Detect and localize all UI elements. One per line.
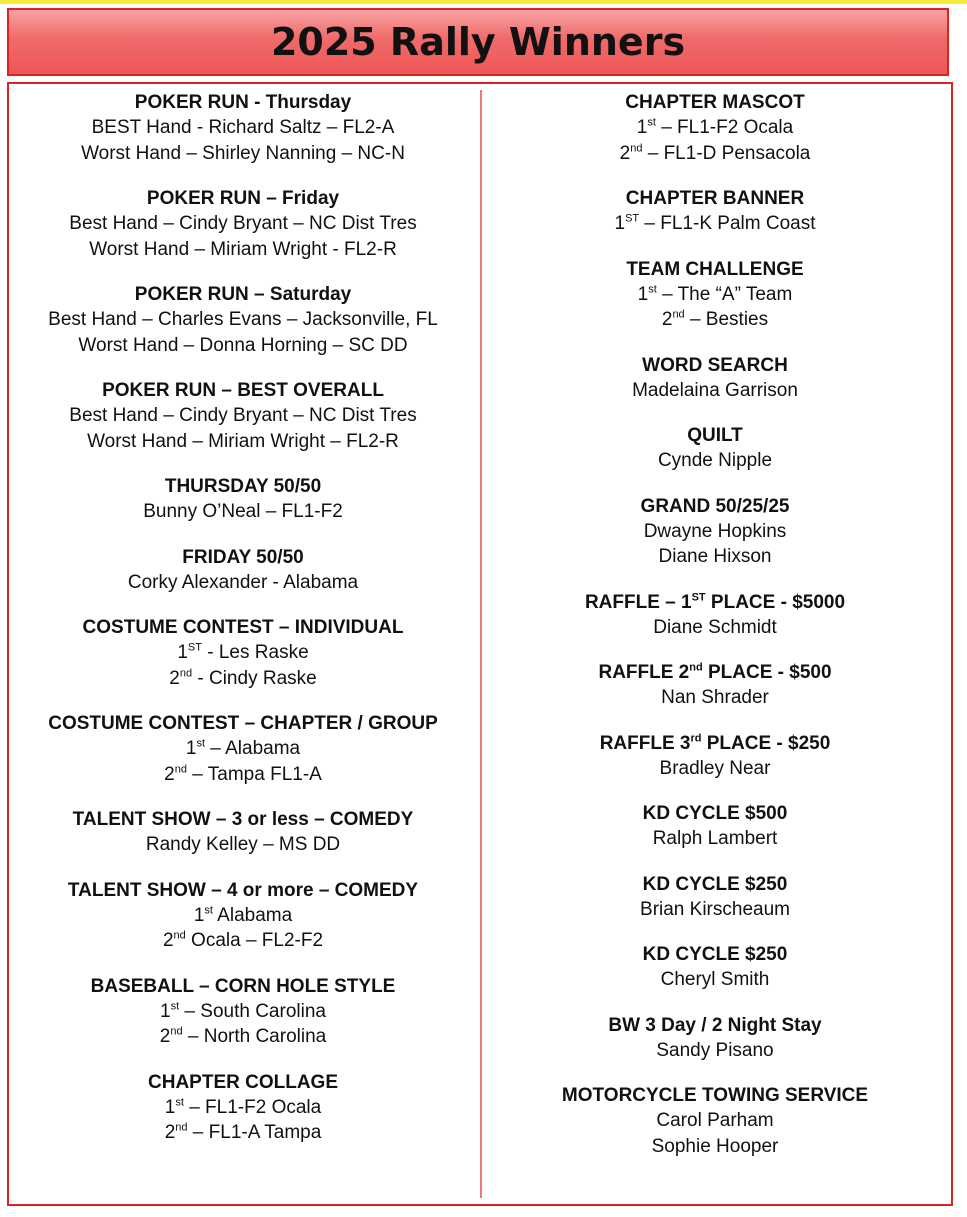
award-section — [12, 807, 474, 858]
winner-line — [12, 832, 474, 858]
place-number: 1 — [614, 213, 626, 234]
winner-text: - Cindy Raske — [192, 667, 317, 689]
winner-line — [12, 141, 474, 167]
award-section — [484, 90, 946, 166]
winner-text: – Tampa FL1-A — [187, 763, 322, 785]
heading-text: CHAPTER BANNER — [625, 188, 805, 209]
winner-line — [12, 640, 474, 666]
heading-ordinal: ST — [691, 591, 706, 604]
award-heading — [484, 423, 946, 448]
winner-text: – The “A” Team — [656, 283, 793, 305]
winner-line — [484, 1038, 946, 1064]
winner-line — [484, 685, 946, 711]
award-heading — [484, 1083, 946, 1108]
award-section — [12, 878, 474, 954]
award-heading — [12, 282, 474, 307]
place-ordinal: st — [204, 904, 213, 917]
heading-text: COSTUME CONTEST – INDIVIDUAL — [82, 617, 404, 638]
place-ordinal: nd — [173, 929, 186, 942]
winner-line — [484, 756, 946, 782]
heading-text: RAFFLE 2 — [598, 662, 690, 683]
winner-line — [484, 544, 946, 570]
place-ordinal: nd — [175, 1121, 188, 1134]
place-ordinal: nd — [672, 308, 685, 321]
heading-text: COSTUME CONTEST – CHAPTER / GROUP — [48, 713, 438, 734]
heading-text-post: PLACE - $5000 — [705, 591, 846, 613]
award-section — [484, 494, 946, 570]
award-heading — [12, 378, 474, 403]
winner-text: – North Carolina — [182, 1026, 327, 1047]
winner-text: - Les Raske — [201, 642, 309, 663]
place-number: 1 — [164, 1096, 176, 1118]
award-heading — [12, 186, 474, 211]
winner-text: – FL1-K Palm Coast — [639, 213, 816, 234]
winner-line — [12, 1095, 474, 1121]
award-heading — [12, 807, 474, 832]
winner-text: Madelaina Garrison — [632, 379, 798, 401]
place-ordinal: nd — [630, 142, 643, 155]
winner-line — [12, 999, 474, 1025]
award-heading — [484, 942, 946, 967]
place-ordinal: nd — [174, 763, 187, 776]
heading-text-post: PLACE - $500 — [702, 662, 832, 683]
award-heading — [484, 186, 946, 211]
place-ordinal: nd — [179, 667, 193, 680]
award-heading — [484, 872, 946, 897]
place-number: 2 — [164, 1122, 176, 1143]
place-ordinal: st — [175, 1096, 184, 1109]
place-number: 2 — [169, 667, 180, 689]
award-section — [484, 872, 946, 923]
winner-text: BEST Hand - Richard Saltz – FL2-A — [91, 117, 395, 138]
place-number: 1 — [185, 738, 197, 759]
winner-text: – Alabama — [205, 738, 301, 759]
winner-line — [12, 403, 474, 429]
heading-text: BW 3 Day / 2 Night Stay — [608, 1014, 822, 1036]
winner-line — [12, 499, 474, 525]
winner-line — [484, 211, 946, 237]
winner-line — [12, 333, 474, 359]
heading-ordinal: rd — [690, 732, 702, 745]
award-heading — [12, 545, 474, 570]
heading-text: POKER RUN – BEST OVERALL — [102, 380, 384, 401]
place-number: 2 — [661, 309, 673, 330]
award-section — [484, 186, 946, 237]
winner-line — [484, 519, 946, 545]
winner-text: Best Hand – Cindy Bryant – NC Dist Tres — [69, 405, 417, 426]
place-ordinal: st — [196, 737, 206, 750]
place-number: 1 — [637, 283, 649, 305]
award-section — [12, 378, 474, 454]
heading-text: MOTORCYCLE TOWING SERVICE — [561, 1085, 869, 1106]
award-section — [484, 590, 946, 641]
winner-text: – FL1-F2 Ocala — [655, 117, 794, 138]
award-section — [484, 731, 946, 782]
winner-text: Dwayne Hopkins — [643, 520, 787, 542]
winner-text: Randy Kelley – MS DD — [145, 834, 341, 855]
award-heading — [484, 1013, 946, 1038]
winner-line — [12, 115, 474, 141]
winner-line — [12, 429, 474, 455]
winner-line — [484, 307, 946, 333]
heading-text: RAFFLE – 1 — [584, 591, 692, 613]
winner-text: Carol Parham — [656, 1110, 774, 1131]
winner-line — [12, 762, 474, 788]
winner-text: Alabama — [212, 904, 293, 926]
winner-line — [484, 826, 946, 852]
heading-text: TALENT SHOW – 4 or more – COMEDY — [67, 879, 419, 901]
heading-text: TEAM CHALLENGE — [626, 258, 804, 280]
place-number: 2 — [619, 142, 631, 164]
title-banner — [7, 8, 949, 76]
heading-text: WORD SEARCH — [642, 354, 788, 376]
winner-text: Bunny O’Neal – FL1-F2 — [143, 501, 343, 522]
page-title: 2025 Rally Winners — [270, 20, 686, 64]
winner-line — [12, 666, 474, 692]
award-section — [12, 974, 474, 1050]
award-heading — [12, 974, 474, 999]
winner-line — [484, 967, 946, 993]
winner-text: Best Hand – Cindy Bryant – NC Dist Tres — [69, 213, 417, 234]
winner-line — [12, 570, 474, 596]
place-number: 1 — [636, 117, 648, 138]
winner-text: Worst Hand – Miriam Wright – FL2-R — [87, 430, 399, 452]
winner-line — [484, 897, 946, 923]
winner-text: Ocala – FL2-F2 — [185, 930, 324, 951]
winner-text: Sophie Hooper — [651, 1135, 779, 1157]
award-heading — [12, 711, 474, 736]
heading-text: GRAND 50/25/25 — [640, 495, 790, 517]
winner-text: Diane Hixson — [658, 546, 772, 567]
award-heading — [484, 494, 946, 519]
winner-text: Bradley Near — [659, 757, 771, 779]
award-section — [12, 615, 474, 691]
award-heading — [484, 731, 946, 756]
award-heading — [12, 1070, 474, 1095]
award-heading — [484, 353, 946, 378]
winner-text: – FL1-D Pensacola — [642, 142, 811, 164]
winner-text: Cynde Nipple — [657, 450, 773, 471]
award-section — [12, 545, 474, 596]
award-section — [484, 801, 946, 852]
place-ordinal: st — [648, 283, 657, 296]
winner-text: Worst Hand – Donna Horning – SC DD — [78, 334, 408, 356]
heading-text: QUILT — [687, 425, 743, 446]
winner-line — [12, 1024, 474, 1050]
winner-text: Worst Hand – Shirley Nanning – NC-N — [81, 142, 405, 164]
right-column — [484, 90, 946, 1179]
award-heading — [484, 257, 946, 282]
award-heading — [484, 660, 946, 685]
award-section — [12, 90, 474, 166]
left-column — [12, 90, 474, 1166]
winner-line — [484, 1134, 946, 1160]
winner-line — [12, 1120, 474, 1146]
winner-line — [12, 307, 474, 333]
place-number: 2 — [164, 763, 175, 785]
place-number: 1 — [177, 642, 188, 663]
place-ordinal: st — [647, 116, 656, 129]
award-heading — [12, 90, 474, 115]
heading-ordinal: nd — [689, 661, 703, 674]
place-number: 2 — [162, 930, 174, 951]
heading-text: POKER RUN – Saturday — [134, 284, 352, 305]
winner-line — [12, 237, 474, 263]
place-ordinal: ST — [625, 212, 640, 225]
heading-text: POKER RUN - Thursday — [134, 92, 352, 113]
award-section — [12, 711, 474, 787]
winner-text: Cheryl Smith — [660, 969, 770, 990]
winner-line — [484, 282, 946, 308]
heading-text: KD CYCLE $250 — [642, 873, 788, 895]
award-heading — [484, 90, 946, 115]
place-ordinal: ST — [187, 641, 202, 654]
winner-line — [12, 211, 474, 237]
place-ordinal: st — [170, 1000, 180, 1013]
winner-text: Ralph Lambert — [652, 828, 778, 849]
heading-text: FRIDAY 50/50 — [182, 546, 304, 568]
winner-text: Nan Shrader — [661, 687, 769, 708]
winner-line — [12, 903, 474, 929]
place-ordinal: nd — [170, 1025, 183, 1038]
award-heading — [12, 615, 474, 640]
award-heading — [484, 590, 946, 615]
place-number: 2 — [159, 1026, 171, 1047]
award-section — [484, 353, 946, 404]
winner-text: Sandy Pisano — [656, 1039, 774, 1061]
place-number: 1 — [193, 904, 205, 926]
award-heading — [12, 878, 474, 903]
heading-text: BASEBALL – CORN HOLE STYLE — [90, 975, 396, 997]
winner-line — [484, 615, 946, 641]
award-section — [484, 257, 946, 333]
award-heading — [484, 801, 946, 826]
award-section — [484, 942, 946, 993]
winner-line — [484, 448, 946, 474]
award-section — [12, 282, 474, 358]
winner-text: Diane Schmidt — [653, 616, 777, 638]
winner-text: – Besties — [684, 309, 769, 330]
place-number: 1 — [160, 1000, 171, 1022]
heading-text: RAFFLE 3 — [599, 732, 691, 754]
award-section — [484, 660, 946, 711]
award-section — [484, 1083, 946, 1159]
award-section — [484, 423, 946, 474]
heading-text: KD CYCLE $250 — [642, 944, 788, 965]
winner-line — [484, 141, 946, 167]
winner-line — [12, 736, 474, 762]
column-divider — [480, 90, 482, 1198]
winner-text: Best Hand – Charles Evans – Jacksonville, FL — [48, 309, 438, 330]
winner-line — [484, 378, 946, 404]
heading-text: TALENT SHOW – 3 or less – COMEDY — [72, 809, 414, 830]
winner-line — [484, 1108, 946, 1134]
heading-text: THURSDAY 50/50 — [164, 476, 322, 497]
winner-text: – FL1-A Tampa — [187, 1122, 322, 1143]
winner-text: – FL1-F2 Ocala — [183, 1096, 322, 1118]
heading-text: CHAPTER MASCOT — [625, 92, 805, 113]
heading-text: POKER RUN – Friday — [146, 188, 340, 209]
winner-line — [484, 115, 946, 141]
award-heading — [12, 474, 474, 499]
winner-text: Brian Kirscheaum — [640, 898, 790, 920]
award-section — [12, 474, 474, 525]
top-stripe — [0, 0, 967, 4]
winner-text: – South Carolina — [179, 1000, 326, 1022]
winner-text: Corky Alexander - Alabama — [127, 571, 359, 593]
award-section — [12, 186, 474, 262]
winner-line — [12, 928, 474, 954]
award-section — [12, 1070, 474, 1146]
heading-text: CHAPTER COLLAGE — [148, 1071, 338, 1093]
heading-text-post: PLACE - $250 — [701, 732, 831, 754]
heading-text: KD CYCLE $500 — [642, 803, 788, 824]
award-section — [484, 1013, 946, 1064]
winner-text: Worst Hand – Miriam Wright - FL2-R — [89, 238, 397, 260]
